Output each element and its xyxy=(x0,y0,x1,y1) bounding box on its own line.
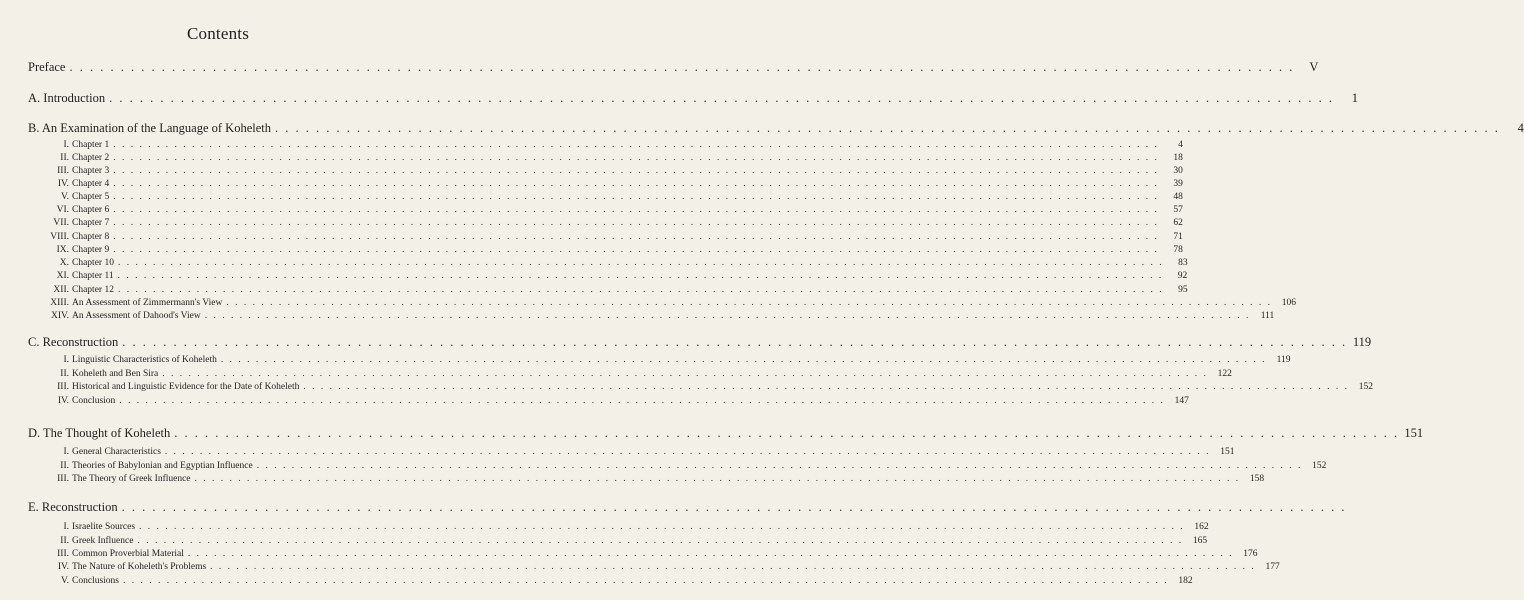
dot-leader: . . . . . . . . . . . . . . . . . . . . . . . . . . . . . . . . . . . . . . . . . . . . . . . . . . . . . . . . . . . . . . . . . . . . . . . . . . . . . . . . . . . . . . . . . . . . . . . . . . . . . . . . . . . . . . . . . . . . . . . . xyxy=(113,218,1159,228)
toc-page-number: 18 xyxy=(1173,153,1183,163)
dot-leader: . . . . . . . . . . . . . . . . . . . . . . . . . . . . . . . . . . . . . . . . . . . . . . . . . . . . . . . . . . . . . . . . . . . . . . . . . . . . . . . . . . . . . . . . . . . . . . . . . . . . . . . . . . . . . . . . . . . . . . . . xyxy=(119,396,1165,406)
toc-entry-title: Chapter 1 xyxy=(72,140,110,150)
toc-entry-title: C. Reconstruction xyxy=(28,335,119,349)
toc-entry-number: XI. xyxy=(56,271,69,281)
toc-entry-label xyxy=(48,576,119,586)
dot-leader: . . . . . . . . . . . . . . . . . . . . . . . . . . . . . . . . . . . . . . . . . . . . . . . . . . . . . . . . . . . . . . . . . . . . . . . . . . . . . . . . . . . . . . . . . . . . . . . . . . . . . . . . . . . . . . . . . . . . . . . . xyxy=(220,355,1267,365)
toc-entry-number: III. xyxy=(57,166,69,176)
toc-subentry xyxy=(48,285,1188,295)
dot-leader: . . . . . . . . . . . . . . . . . . . . . . . . . . . . . . . . . . . . . . . . . . . . . . . . . . . . . . . . . . . . . . . . . . . . . . . . . . . . . . . . . . . . . . . . . . . . . . . . . . . . . . . . . . . . . . . . . . . . . . . . xyxy=(204,311,1251,321)
toc-section-entry xyxy=(28,91,1358,106)
toc-page-number: 48 xyxy=(1173,192,1183,202)
toc-entry-label xyxy=(48,382,299,392)
toc-subentry xyxy=(48,447,1235,457)
toc-page-number: 176 xyxy=(1243,549,1258,559)
toc-entry-label xyxy=(48,271,114,281)
dot-leader: . . . . . . . . . . . . . . . . . . . . . . . . . . . . . . . . . . . . . . . . . . . . . . . . . . . . . . . . . . . . . . . . . . . . . . . . . . . . . . . . . . . . . . . . . . . . . . . . . . . . . . . . . . . . . . . . . . . . . . . . xyxy=(137,536,1184,546)
toc-entry-title: General Characteristics xyxy=(72,447,161,457)
dot-leader: . . . . . . . . . . . . . . . . . . . . . . . . . . . . . . . . . . . . . . . . . . . . . . . . . . . . . . . . . . . . . . . . . . . . . . . . . . . . . . . . . . . . . . . . . . . . . . . . . . . . . . . . . . . . . . . . . . . . . . . . xyxy=(109,91,1334,105)
toc-entry-label xyxy=(48,298,222,308)
toc-page-number: 152 xyxy=(1358,382,1374,392)
dot-leader: . . . . . . . . . . . . . . . . . . . . . . . . . . . . . . . . . . . . . . . . . . . . . . . . . . . . . . . . . . . . . . . . . . . . . . . . . . . . . . . . . . . . . . . . . . . . . . . . . . . . . . . . . . . . . . . . . . . . . . . . xyxy=(187,549,1234,559)
toc-page-number: 4 xyxy=(1517,121,1524,135)
dot-leader: . . . . . . . . . . . . . . . . . . . . . . . . . . . . . . . . . . . . . . . . . . . . . . . . . . . . . . . . . . . . . . . . . . . . . . . . . . . . . . . . . . . . . . . . . . . . . . . . . . . . . . . . . . . . . . . . . . . . . . . . xyxy=(113,179,1159,189)
toc-page-number: 39 xyxy=(1173,179,1183,189)
dot-leader: . . . . . . . . . . . . . . . . . . . . . . . . . . . . . . . . . . . . . . . . . . . . . . . . . . . . . . . . . . . . . . . . . . . . . . . . . . . . . . . . . . . . . . . . . . . . . . . . . . . . . . . . . . . . . . . . . . . . . . . . xyxy=(122,335,1348,349)
toc-page-number: V xyxy=(1309,60,1319,74)
toc-page-number: 162 xyxy=(1194,522,1209,532)
dot-leader: . . . . . . . . . . . . . . . . . . . . . . . . . . . . . . . . . . . . . . . . . . . . . . . . . . . . . . . . . . . . . . . . . . . . . . . . . . . . . . . . . . . . . . . . . . . . . . . . . . . . . . . . . . . . . . . . . . . . . . . . xyxy=(210,562,1256,572)
toc-entry-label xyxy=(48,461,253,471)
toc-entry-number: V. xyxy=(60,576,69,586)
toc-entry-label xyxy=(48,285,114,295)
toc-page-number: 4 xyxy=(1178,140,1183,150)
toc-subentry xyxy=(48,298,1296,308)
toc-entry-title: Greek Influence xyxy=(72,536,134,546)
toc-entry-label xyxy=(48,245,109,255)
toc-entry-number: I. xyxy=(63,447,69,457)
toc-entry-number: X. xyxy=(59,258,69,268)
toc-section-entry xyxy=(28,60,1319,75)
dot-leader: . . . . . . . . . . . . . . . . . . . . . . . . . . . . . . . . . . . . . . . . . . . . . . . . . . . . . . . . . . . . . . . . . . . . . . . . . . . . . . . . . . . . . . . . . . . . . . . . . . . . . . . . . . . . . . . . . . . . . . . . xyxy=(113,153,1159,163)
dot-leader: . . . . . . . . . . . . . . . . . . . . . . . . . . . . . . . . . . . . . . . . . . . . . . . . . . . . . . . . . . . . . . . . . . . . . . . . . . . . . . . . . . . . . . . . . . . . . . . . . . . . . . . . . . . . . . . . . . . . . . . . xyxy=(256,461,1303,471)
toc-entry-label xyxy=(48,311,201,321)
toc-entry-title: Chapter 12 xyxy=(72,285,114,295)
toc-entry-title: Conclusions xyxy=(72,576,119,586)
toc-entry-title: Chapter 5 xyxy=(72,192,110,202)
toc-page-number: 1 xyxy=(1351,91,1358,105)
toc-entry-number: V. xyxy=(60,192,69,202)
toc-entry-number: IX. xyxy=(56,245,69,255)
toc-entry-title: Koheleth and Ben Sira xyxy=(72,369,159,379)
toc-entry-label xyxy=(28,121,271,136)
toc-subentry xyxy=(48,369,1232,379)
dot-leader: . . . . . . . . . . . . . . . . . . . . . . . . . . . . . . . . . . . . . . . . . . . . . . . . . . . . . . . . . . . . . . . . . . . . . . . . . . . . . . . . . . . . . . . . . . . . . . . . . . . . . . . . . . . . . . . . . . . . . . . . xyxy=(122,576,1169,586)
toc-entry-number: I. xyxy=(63,522,69,532)
toc-entry-number: II. xyxy=(60,369,69,379)
toc-subentry xyxy=(48,179,1183,189)
toc-entry-title: Theories of Babylonian and Egyptian Influence xyxy=(72,461,253,471)
toc-entry-label xyxy=(48,447,161,457)
toc-page-number: 182 xyxy=(1178,576,1193,586)
toc-entry-number: III. xyxy=(57,474,69,484)
toc-entry-title: Chapter 7 xyxy=(72,218,110,228)
toc-page-number: 119 xyxy=(1352,335,1372,349)
toc-section-entry xyxy=(28,426,1424,441)
toc-entry-number: IV. xyxy=(57,396,69,406)
toc-entry-label xyxy=(48,536,133,546)
toc-page-number: 57 xyxy=(1173,205,1183,215)
toc-subentry xyxy=(48,549,1258,559)
toc-entry-number: IV. xyxy=(57,179,69,189)
toc-entry-title: The Nature of Koheleth's Problems xyxy=(72,562,207,572)
toc-entry-label xyxy=(28,500,118,515)
toc-entry-title: Israelite Sources xyxy=(72,522,136,532)
toc-section-entry xyxy=(28,121,1524,136)
dot-leader: . . . . . . . . . . . . . . . . . . . . . . . . . . . . . . . . . . . . . . . . . . . . . . . . . . . . . . . . . . . . . . . . . . . . . . . . . . . . . . . . . . . . . . . . . . . . . . . . . . . . . . . . . . . . . . . . . . . . . . . . xyxy=(113,232,1159,242)
toc-subentry xyxy=(48,522,1209,532)
dot-leader: . . . . . . . . . . . . . . . . . . . . . . . . . . . . . . . . . . . . . . . . . . . . . . . . . . . . . . . . . . . . . . . . . . . . . . . . . . . . . . . . . . . . . . . . . . . . . . . . . . . . . . . . . . . . . . . . . . . . . . . . xyxy=(69,60,1295,74)
toc-entry-label xyxy=(48,232,109,242)
toc-entry-number: XII. xyxy=(53,285,69,295)
toc-subentry xyxy=(48,258,1188,268)
toc-entry-number: I. xyxy=(63,140,69,150)
toc-page-number: 151 xyxy=(1404,426,1424,440)
toc-page-number: 62 xyxy=(1173,218,1183,228)
toc-entry-label xyxy=(48,218,109,228)
toc-page-number: 83 xyxy=(1178,258,1188,268)
toc-entry-title: Chapter 4 xyxy=(72,179,110,189)
dot-leader: . . . . . . . . . . . . . . . . . . . . . . . . . . . . . . . . . . . . . . . . . . . . . . . . . . . . . . . . . . . . . . . . . . . . . . . . . . . . . . . . . . . . . . . . . . . . . . . . . . . . . . . . . . . . . . . . . . . . . . . . xyxy=(117,258,1164,268)
toc-entry-label xyxy=(48,205,109,215)
dot-leader: . . . . . . . . . . . . . . . . . . . . . . . . . . . . . . . . . . . . . . . . . . . . . . . . . . . . . . . . . . . . . . . . . . . . . . . . . . . . . . . . . . . . . . . . . . . . . . . . . . . . . . . . . . . . . . . . . . . . . . . . xyxy=(121,500,1347,514)
toc-page-number: 152 xyxy=(1312,461,1327,471)
toc-entry-label xyxy=(28,335,118,350)
toc-entry-title: Common Proverbial Material xyxy=(72,549,184,559)
toc-entry-title: E. Reconstruction xyxy=(28,500,118,514)
toc-subentry xyxy=(48,271,1188,281)
toc-page-number: 165 xyxy=(1192,536,1208,546)
toc-page-number: 95 xyxy=(1178,285,1188,295)
toc-page-number: 158 xyxy=(1249,474,1265,484)
toc-entry-number: IV. xyxy=(57,562,69,572)
toc-page-number: 92 xyxy=(1177,271,1188,281)
dot-leader: . . . . . . . . . . . . . . . . . . . . . . . . . . . . . . . . . . . . . . . . . . . . . . . . . . . . . . . . . . . . . . . . . . . . . . . . . . . . . . . . . . . . . . . . . . . . . . . . . . . . . . . . . . . . . . . . . . . . . . . . xyxy=(275,121,1500,135)
toc-page-number: 122 xyxy=(1217,369,1232,379)
toc-entry-title: Chapter 10 xyxy=(72,258,114,268)
toc-entry-label xyxy=(28,91,105,106)
toc-entry-label xyxy=(48,355,217,365)
toc-entry-title: Chapter 3 xyxy=(72,166,110,176)
toc-entry-label xyxy=(48,153,109,163)
toc-section-entry xyxy=(28,335,1372,350)
toc-entry-label xyxy=(48,522,135,532)
toc-page-number: 119 xyxy=(1276,355,1291,365)
toc-page-number: 30 xyxy=(1173,166,1183,176)
toc-entry-label xyxy=(48,549,184,559)
toc-subentry xyxy=(48,382,1374,392)
toc-entry-label xyxy=(48,258,114,268)
dot-leader: . . . . . . . . . . . . . . . . . . . . . . . . . . . . . . . . . . . . . . . . . . . . . . . . . . . . . . . . . . . . . . . . . . . . . . . . . . . . . . . . . . . . . . . . . . . . . . . . . . . . . . . . . . . . . . . . . . . . . . . . xyxy=(303,382,1350,392)
toc-entry-label xyxy=(48,140,109,150)
toc-subentry xyxy=(48,355,1291,365)
toc-subentry xyxy=(48,192,1183,202)
toc-entry-number: VI. xyxy=(56,205,69,215)
toc-entry-label xyxy=(48,192,109,202)
toc-subentry xyxy=(48,245,1183,255)
toc-entry-title: Linguistic Characteristics of Koheleth xyxy=(72,355,217,365)
toc-entry-label xyxy=(48,179,109,189)
toc-entry-label xyxy=(48,369,158,379)
toc-entry-title: Chapter 9 xyxy=(72,245,110,255)
toc-page-number: 78 xyxy=(1173,245,1183,255)
dot-leader: . . . . . . . . . . . . . . . . . . . . . . . . . . . . . . . . . . . . . . . . . . . . . . . . . . . . . . . . . . . . . . . . . . . . . . . . . . . . . . . . . . . . . . . . . . . . . . . . . . . . . . . . . . . . . . . . . . . . . . . . xyxy=(164,447,1211,457)
toc-entry-number: II. xyxy=(60,536,69,546)
dot-leader: . . . . . . . . . . . . . . . . . . . . . . . . . . . . . . . . . . . . . . . . . . . . . . . . . . . . . . . . . . . . . . . . . . . . . . . . . . . . . . . . . . . . . . . . . . . . . . . . . . . . . . . . . . . . . . . . . . . . . . . . xyxy=(113,140,1159,150)
toc-subentry xyxy=(48,562,1280,572)
toc-entry-number: XIII. xyxy=(50,298,69,308)
toc-entry-title: The Theory of Greek Influence xyxy=(72,474,191,484)
toc-page-number: 177 xyxy=(1265,562,1280,572)
toc-subentry xyxy=(48,166,1183,176)
toc-entry-number: II. xyxy=(60,153,69,163)
dot-leader: . . . . . . . . . . . . . . . . . . . . . . . . . . . . . . . . . . . . . . . . . . . . . . . . . . . . . . . . . . . . . . . . . . . . . . . . . . . . . . . . . . . . . . . . . . . . . . . . . . . . . . . . . . . . . . . . . . . . . . . . xyxy=(113,166,1159,176)
toc-subentry xyxy=(48,396,1189,406)
dot-leader: . . . . . . . . . . . . . . . . . . . . . . . . . . . . . . . . . . . . . . . . . . . . . . . . . . . . . . . . . . . . . . . . . . . . . . . . . . . . . . . . . . . . . . . . . . . . . . . . . . . . . . . . . . . . . . . . . . . . . . . . xyxy=(162,369,1208,379)
toc-entry-number: III. xyxy=(57,549,69,559)
toc-entry-number: XIV. xyxy=(50,311,69,321)
toc-subentry xyxy=(48,461,1327,471)
dot-leader: . . . . . . . . . . . . . . . . . . . . . . . . . . . . . . . . . . . . . . . . . . . . . . . . . . . . . . . . . . . . . . . . . . . . . . . . . . . . . . . . . . . . . . . . . . . . . . . . . . . . . . . . . . . . . . . . . . . . . . . . xyxy=(113,192,1159,202)
toc-page-number: 151 xyxy=(1220,447,1235,457)
dot-leader: . . . . . . . . . . . . . . . . . . . . . . . . . . . . . . . . . . . . . . . . . . . . . . . . . . . . . . . . . . . . . . . . . . . . . . . . . . . . . . . . . . . . . . . . . . . . . . . . . . . . . . . . . . . . . . . . . . . . . . . . xyxy=(113,205,1159,215)
toc-entry-title: An Assessment of Zimmermann's View xyxy=(72,298,223,308)
toc-page-number: 147 xyxy=(1174,396,1189,406)
toc-entry-number: I. xyxy=(63,355,69,365)
dot-leader: . . . . . . . . . . . . . . . . . . . . . . . . . . . . . . . . . . . . . . . . . . . . . . . . . . . . . . . . . . . . . . . . . . . . . . . . . . . . . . . . . . . . . . . . . . . . . . . . . . . . . . . . . . . . . . . . . . . . . . . . xyxy=(174,426,1400,440)
dot-leader: . . . . . . . . . . . . . . . . . . . . . . . . . . . . . . . . . . . . . . . . . . . . . . . . . . . . . . . . . . . . . . . . . . . . . . . . . . . . . . . . . . . . . . . . . . . . . . . . . . . . . . . . . . . . . . . . . . . . . . . . xyxy=(117,285,1164,295)
toc-page-number: 71 xyxy=(1173,232,1183,242)
toc-entry-title: Historical and Linguistic Evidence for the Date of Koheleth xyxy=(72,382,300,392)
toc-subentry xyxy=(48,153,1183,163)
toc-entry-label xyxy=(48,396,115,406)
toc-subentry xyxy=(48,205,1183,215)
toc-entry-label xyxy=(28,426,170,441)
toc-entry-number: VII. xyxy=(53,218,69,228)
toc-subentry xyxy=(48,218,1183,228)
toc-entry-title: Conclusion xyxy=(72,396,116,406)
toc-entry-title: An Assessment of Dahood's View xyxy=(72,311,201,321)
toc-entry-label xyxy=(48,474,191,484)
toc-subentry xyxy=(48,140,1183,150)
toc-page-number: 106 xyxy=(1281,298,1296,308)
toc-subentry xyxy=(48,311,1275,321)
toc-entry-title: B. An Examination of the Language of Koheleth xyxy=(28,121,271,135)
toc-entry-title: Chapter 6 xyxy=(72,205,110,215)
toc-subentry xyxy=(48,474,1265,484)
dot-leader: . . . . . . . . . . . . . . . . . . . . . . . . . . . . . . . . . . . . . . . . . . . . . . . . . . . . . . . . . . . . . . . . . . . . . . . . . . . . . . . . . . . . . . . . . . . . . . . . . . . . . . . . . . . . . . . . . . . . . . . . xyxy=(194,474,1241,484)
toc-entry-title: D. The Thought of Koheleth xyxy=(28,426,171,440)
toc-section-entry xyxy=(28,500,1347,515)
toc-entry-title: Chapter 11 xyxy=(72,271,114,281)
toc-entry-number: III. xyxy=(57,382,69,392)
toc-entry-label xyxy=(48,562,206,572)
toc-subentry xyxy=(48,232,1183,242)
toc-entry-title: Chapter 8 xyxy=(72,232,110,242)
toc-subentry xyxy=(48,536,1208,546)
toc-entry-label xyxy=(48,166,109,176)
toc-entry-number: II. xyxy=(60,461,69,471)
toc-entry-label xyxy=(28,60,65,75)
page-title: Contents xyxy=(186,24,250,43)
toc-entry-title: Preface xyxy=(28,60,66,74)
dot-leader: . . . . . . . . . . . . . . . . . . . . . . . . . . . . . . . . . . . . . . . . . . . . . . . . . . . . . . . . . . . . . . . . . . . . . . . . . . . . . . . . . . . . . . . . . . . . . . . . . . . . . . . . . . . . . . . . . . . . . . . . xyxy=(117,271,1164,281)
toc-subentry xyxy=(48,576,1193,586)
toc-entry-number: VIII. xyxy=(50,232,69,242)
toc-entry-title: Chapter 2 xyxy=(72,153,110,163)
dot-leader: . . . . . . . . . . . . . . . . . . . . . . . . . . . . . . . . . . . . . . . . . . . . . . . . . . . . . . . . . . . . . . . . . . . . . . . . . . . . . . . . . . . . . . . . . . . . . . . . . . . . . . . . . . . . . . . . . . . . . . . . xyxy=(226,298,1272,308)
dot-leader: . . . . . . . . . . . . . . . . . . . . . . . . . . . . . . . . . . . . . . . . . . . . . . . . . . . . . . . . . . . . . . . . . . . . . . . . . . . . . . . . . . . . . . . . . . . . . . . . . . . . . . . . . . . . . . . . . . . . . . . . xyxy=(139,522,1185,532)
toc-page-number: 111 xyxy=(1260,311,1275,321)
toc-entry-title: A. Introduction xyxy=(28,91,106,105)
dot-leader: . . . . . . . . . . . . . . . . . . . . . . . . . . . . . . . . . . . . . . . . . . . . . . . . . . . . . . . . . . . . . . . . . . . . . . . . . . . . . . . . . . . . . . . . . . . . . . . . . . . . . . . . . . . . . . . . . . . . . . . . xyxy=(113,245,1159,255)
